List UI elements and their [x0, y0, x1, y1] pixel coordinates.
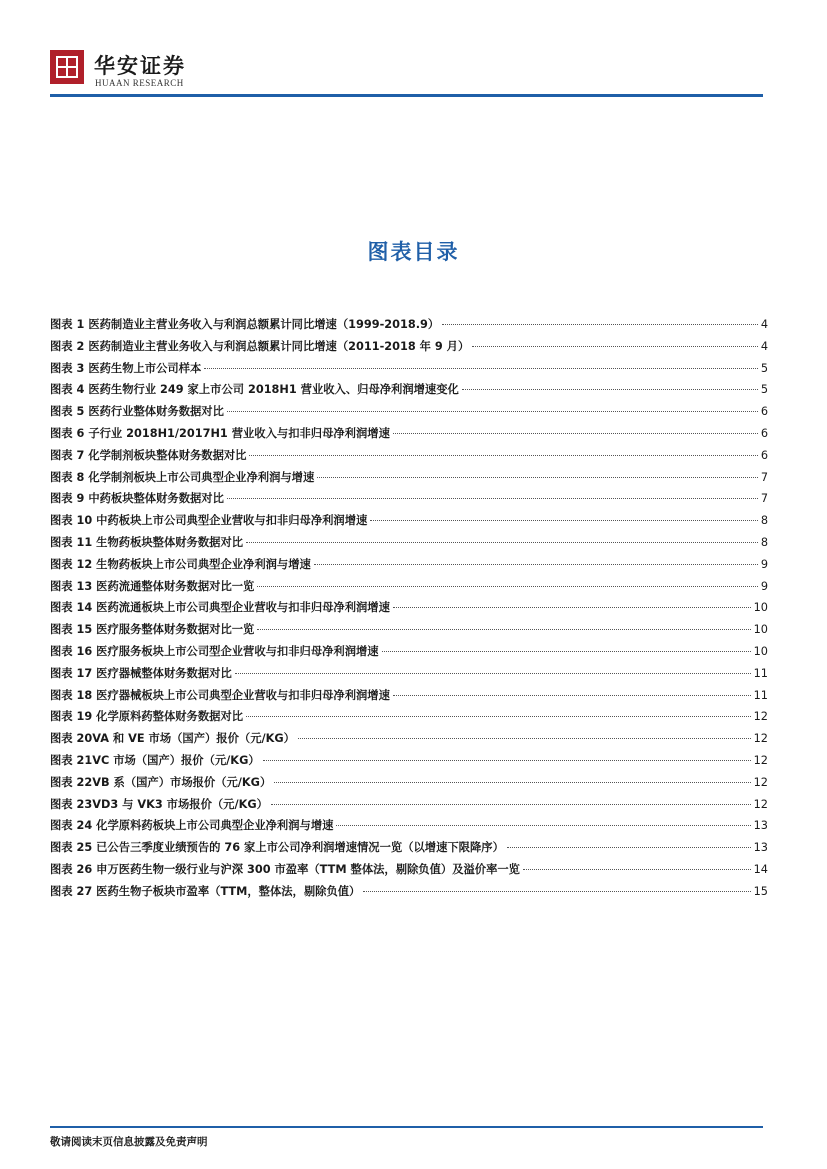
footer-divider — [50, 1126, 763, 1128]
toc-entry-page: 7 — [760, 470, 768, 484]
toc-entry-link[interactable] — [50, 861, 768, 883]
toc-entry-label: 图表 11 生物药板块整体财务数据对比 — [50, 535, 244, 549]
toc-entry-page: 10 — [753, 601, 768, 615]
footer-disclaimer: 敬请阅读末页信息披露及免责声明 — [50, 1136, 208, 1148]
toc-leader-dots — [472, 346, 758, 347]
toc-entry-label: 图表 16 医疗服务板块上市公司型企业营收与扣非归母净利润增速 — [50, 644, 379, 658]
toc-entry-page: 12 — [753, 710, 768, 724]
toc-entry-page: 13 — [753, 841, 768, 855]
toc-entry-link[interactable] — [50, 425, 768, 447]
toc-entry-page: 8 — [760, 535, 768, 549]
toc-leader-dots — [249, 455, 757, 456]
toc-entry-label: 图表 5 医药行业整体财务数据对比 — [50, 405, 224, 419]
toc-entry-page: 6 — [760, 426, 768, 440]
toc-entry-label: 图表 19 化学原料药整体财务数据对比 — [50, 710, 244, 724]
toc-entry-label: 图表 27 医药生物子板块市盈率（TTM，整体法，剔除负值） — [50, 884, 361, 898]
toc-entry-page: 12 — [753, 753, 768, 767]
toc-entry-label: 图表 14 医药流通板块上市公司典型企业营收与扣非归母净利润增速 — [50, 601, 390, 615]
toc-entry-label: 图表 8 化学制剂板块上市公司典型企业净利润与增速 — [50, 470, 315, 484]
toc-entry-link[interactable] — [50, 708, 768, 730]
toc-leader-dots — [317, 477, 758, 478]
toc-entry-link[interactable] — [50, 839, 768, 861]
toc-leader-dots — [336, 825, 750, 826]
toc-leader-dots — [393, 433, 758, 434]
toc-entry-page: 13 — [753, 819, 768, 833]
toc-leader-dots — [263, 760, 751, 761]
toc-entry-page: 15 — [753, 884, 768, 898]
toc-entry-link[interactable] — [50, 534, 768, 556]
toc-entry-page: 12 — [753, 797, 768, 811]
toc-entry-label: 图表 25 已公告三季度业绩预告的 76 家上市公司净利润增速情况一览（以增速下限降序） — [50, 841, 504, 855]
page-header — [0, 0, 827, 100]
toc-leader-dots — [235, 673, 751, 674]
toc-entry-label: 图表 7 化学制剂板块整体财务数据对比 — [50, 448, 247, 462]
toc-entry-link[interactable] — [50, 883, 768, 905]
toc-entry-label: 图表 10 中药板块上市公司典型企业营收与扣非归母净利润增速 — [50, 514, 368, 528]
toc-entry-label: 图表 17 医疗器械整体财务数据对比 — [50, 666, 232, 680]
toc-entry-link[interactable] — [50, 643, 768, 665]
toc-entry-page: 5 — [760, 383, 768, 397]
toc-entry-label: 图表 3 医药生物上市公司样本 — [50, 361, 202, 375]
toc-entry-label: 图表 4 医药生物行业 249 家上市公司 2018H1 营业收入、归母净利润增速变化 — [50, 383, 459, 397]
toc-leader-dots — [393, 695, 751, 696]
toc-entry-label: 图表 24 化学原料药板块上市公司典型企业净利润与增速 — [50, 819, 334, 833]
toc-entry-page: 5 — [760, 361, 768, 375]
toc-leader-dots — [314, 564, 758, 565]
toc-leader-dots — [523, 869, 751, 870]
toc-entry-page: 6 — [760, 405, 768, 419]
toc-entry-page: 4 — [760, 339, 768, 353]
toc-entry-link[interactable] — [50, 447, 768, 469]
toc-entry-link[interactable] — [50, 381, 768, 403]
toc-leader-dots — [246, 716, 751, 717]
header-divider — [50, 94, 763, 97]
toc-leader-dots — [442, 324, 758, 325]
toc-leader-dots — [227, 498, 758, 499]
toc-entry-page: 11 — [753, 688, 768, 702]
toc-entry-page: 8 — [760, 514, 768, 528]
toc-entry-label: 图表 18 医疗器械板块上市公司典型企业营收与扣非归母净利润增速 — [50, 688, 390, 702]
toc-entry-link[interactable] — [50, 621, 768, 643]
toc-leader-dots — [507, 847, 751, 848]
toc-entry-link[interactable] — [50, 338, 768, 360]
toc-entry-page: 10 — [753, 623, 768, 637]
toc-leader-dots — [274, 782, 750, 783]
toc-leader-dots — [257, 629, 750, 630]
table-of-figures — [50, 316, 768, 905]
toc-entry-label: 图表 22VB 系（国产）市场报价（元/KG） — [50, 775, 272, 789]
toc-entry-label: 图表 20VA 和 VE 市场（国产）报价（元/KG） — [50, 732, 295, 746]
toc-entry-link[interactable] — [50, 599, 768, 621]
toc-entry-label: 图表 1 医药制造业主营业务收入与利润总额累计同比增速（1999-2018.9） — [50, 318, 440, 331]
toc-leader-dots — [363, 891, 750, 892]
toc-entry-page: 11 — [753, 666, 768, 680]
toc-leader-dots — [271, 804, 751, 805]
toc-entry-link[interactable] — [50, 687, 768, 709]
toc-entry-label: 图表 9 中药板块整体财务数据对比 — [50, 492, 224, 506]
toc-entry-page: 12 — [753, 775, 768, 789]
toc-entry-page: 12 — [753, 732, 768, 746]
toc-entry-label: 图表 15 医疗服务整体财务数据对比一览 — [50, 623, 255, 637]
toc-entry-label: 图表 13 医药流通整体财务数据对比一览 — [50, 579, 255, 593]
toc-entry-link[interactable] — [50, 490, 768, 512]
toc-leader-dots — [204, 368, 758, 369]
toc-entry-page: 9 — [760, 579, 768, 593]
toc-entry-label: 图表 6 子行业 2018H1/2017H1 营业收入与扣非归母净利润增速 — [50, 426, 390, 440]
toc-entry-link[interactable] — [50, 730, 768, 752]
toc-entry-link[interactable] — [50, 360, 768, 382]
toc-leader-dots — [246, 542, 758, 543]
toc-entry-label: 图表 21VC 市场（国产）报价（元/KG） — [50, 753, 260, 767]
toc-leader-dots — [257, 586, 757, 587]
toc-leader-dots — [227, 411, 758, 412]
toc-entry-link[interactable] — [50, 774, 768, 796]
toc-entry-link[interactable] — [50, 403, 768, 425]
toc-entry-page: 7 — [760, 492, 768, 506]
toc-leader-dots — [370, 520, 758, 521]
toc-entry-link[interactable] — [50, 316, 768, 338]
toc-entry-link[interactable] — [50, 752, 768, 774]
toc-entry-label: 图表 2 医药制造业主营业务收入与利润总额累计同比增速（2011-2018 年 9 月） — [50, 339, 470, 353]
toc-entry-link[interactable] — [50, 665, 768, 687]
toc-entry-page: 10 — [753, 644, 768, 658]
toc-entry-link[interactable] — [50, 796, 768, 818]
toc-leader-dots — [382, 651, 751, 652]
toc-leader-dots — [298, 738, 751, 739]
toc-entry-page: 9 — [760, 557, 768, 571]
toc-entry-link[interactable] — [50, 817, 768, 839]
toc-leader-dots — [462, 389, 758, 390]
toc-entry-link[interactable] — [50, 578, 768, 600]
toc-entry-page: 4 — [760, 318, 768, 331]
toc-entry-label: 图表 26 申万医药生物一级行业与沪深 300 市盈率（TTM 整体法，剔除负值）及溢价率一览 — [50, 862, 520, 876]
toc-entry-label: 图表 23VD3 与 VK3 市场报价（元/KG） — [50, 797, 268, 811]
toc-title: 图表目录 — [367, 240, 460, 264]
brand-name-en: HUAAN RESEARCH — [95, 78, 184, 88]
toc-entry-link[interactable] — [50, 556, 768, 578]
toc-leader-dots — [393, 607, 751, 608]
toc-entry-link[interactable] — [50, 469, 768, 491]
huaan-logo-icon — [50, 50, 84, 84]
toc-entry-page: 14 — [753, 862, 768, 876]
toc-entry-link[interactable] — [50, 512, 768, 534]
toc-entry-label: 图表 12 生物药板块上市公司典型企业净利润与增速 — [50, 557, 311, 571]
brand-name-cn: 华安证券 — [94, 53, 186, 78]
toc-entry-page: 6 — [760, 448, 768, 462]
